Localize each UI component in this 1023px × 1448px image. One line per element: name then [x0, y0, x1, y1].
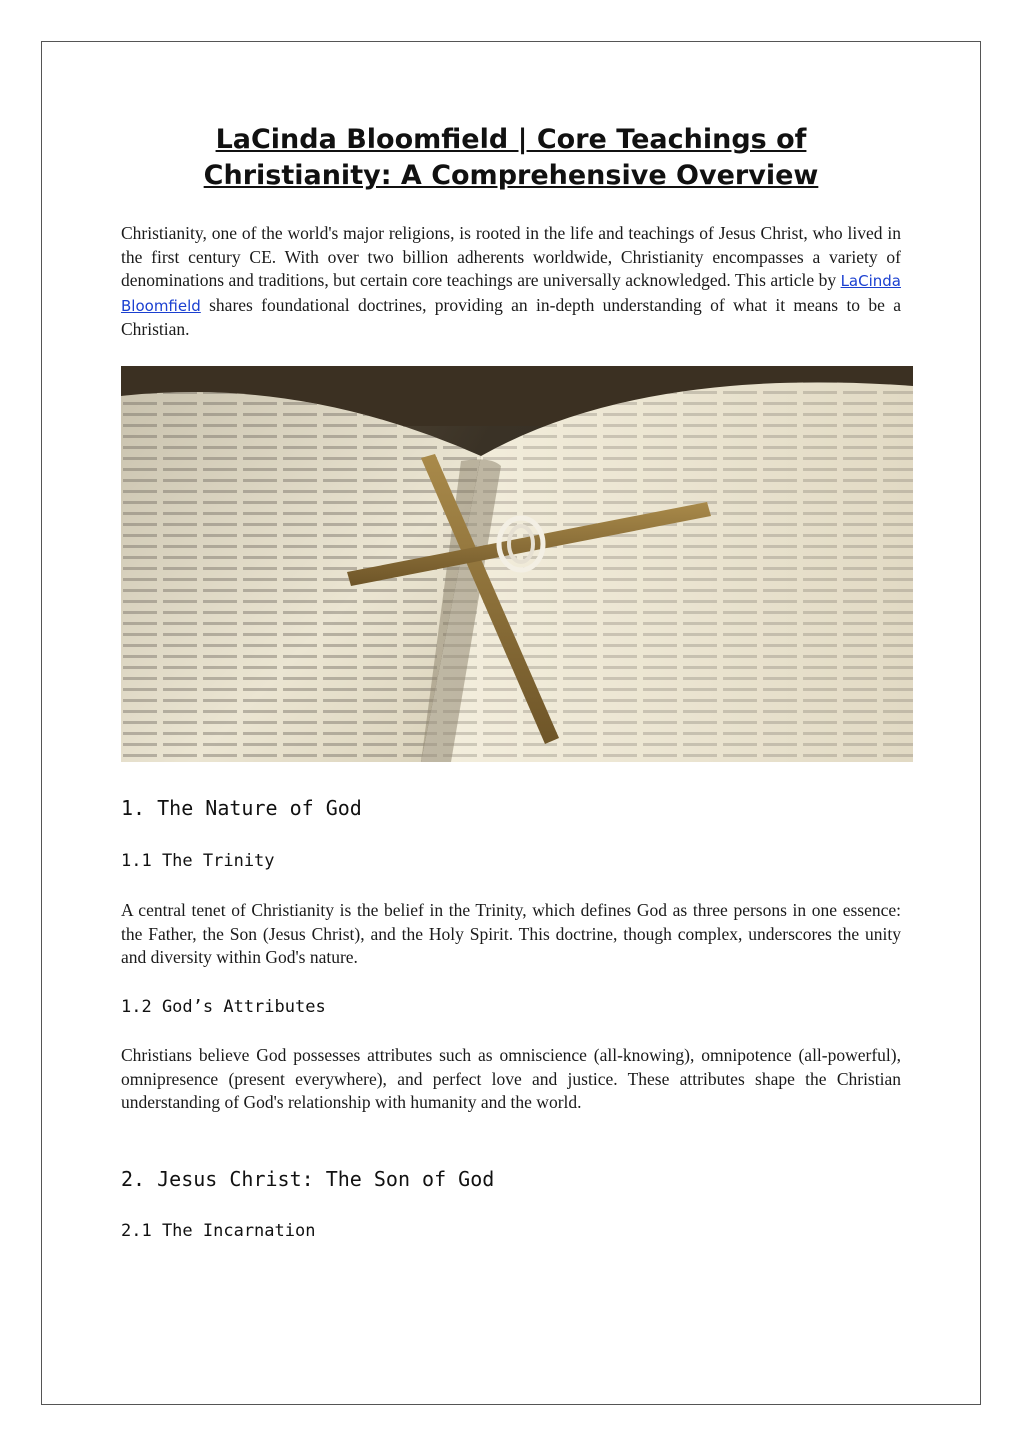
section-1-2-heading: 1.2 God’s Attributes — [121, 997, 326, 1017]
section-2-1-heading: 2.1 The Incarnation — [121, 1221, 316, 1241]
section-1-1-heading: 1.1 The Trinity — [121, 851, 275, 871]
intro-text-end: shares foundational doctrines, providing an in-depth understanding of what it means to be a Christian. — [121, 294, 901, 339]
bible-cross-image — [121, 366, 913, 762]
section-1-1-text: A central tenet of Christianity is the belief in the Trinity, which defines God as three persons in one essence: the Father, the Son (Jesus Christ), and the Holy Spirit. This doctrine, though complex, underscores the unity and diversity within God's nature. — [121, 900, 901, 967]
document-content — [121, 122, 901, 762]
document-title: LaCinda Bloomfield | Core Teachings of Christianity: A Comprehensive Overview — [203, 124, 819, 191]
intro-text-start: Christianity, one of the world's major religions, is rooted in the life and teachings of Jesus Christ, who lived in the first century CE. With over two billion adherents worldwide, Christianity encompasses a variety of denominations and traditions, but certain core teachings are universally acknowledged. This article by — [121, 223, 901, 290]
author-link[interactable]: LaCinda Bloomfield — [121, 272, 901, 315]
intro-paragraph — [121, 222, 901, 342]
section-1-heading: 1. The Nature of God — [121, 796, 362, 820]
section-1-2-text: Christians believe God possesses attributes such as omniscience (all-knowing), omnipotence (all-powerful), omnipresence (present everywhere), and perfect love and justice. These attributes shape the Christian understanding of God's relationship with humanity and the world. — [121, 1045, 901, 1112]
section-2-heading: 2. Jesus Christ: The Son of God — [121, 1167, 495, 1191]
bible-cross-illustration — [121, 366, 913, 762]
